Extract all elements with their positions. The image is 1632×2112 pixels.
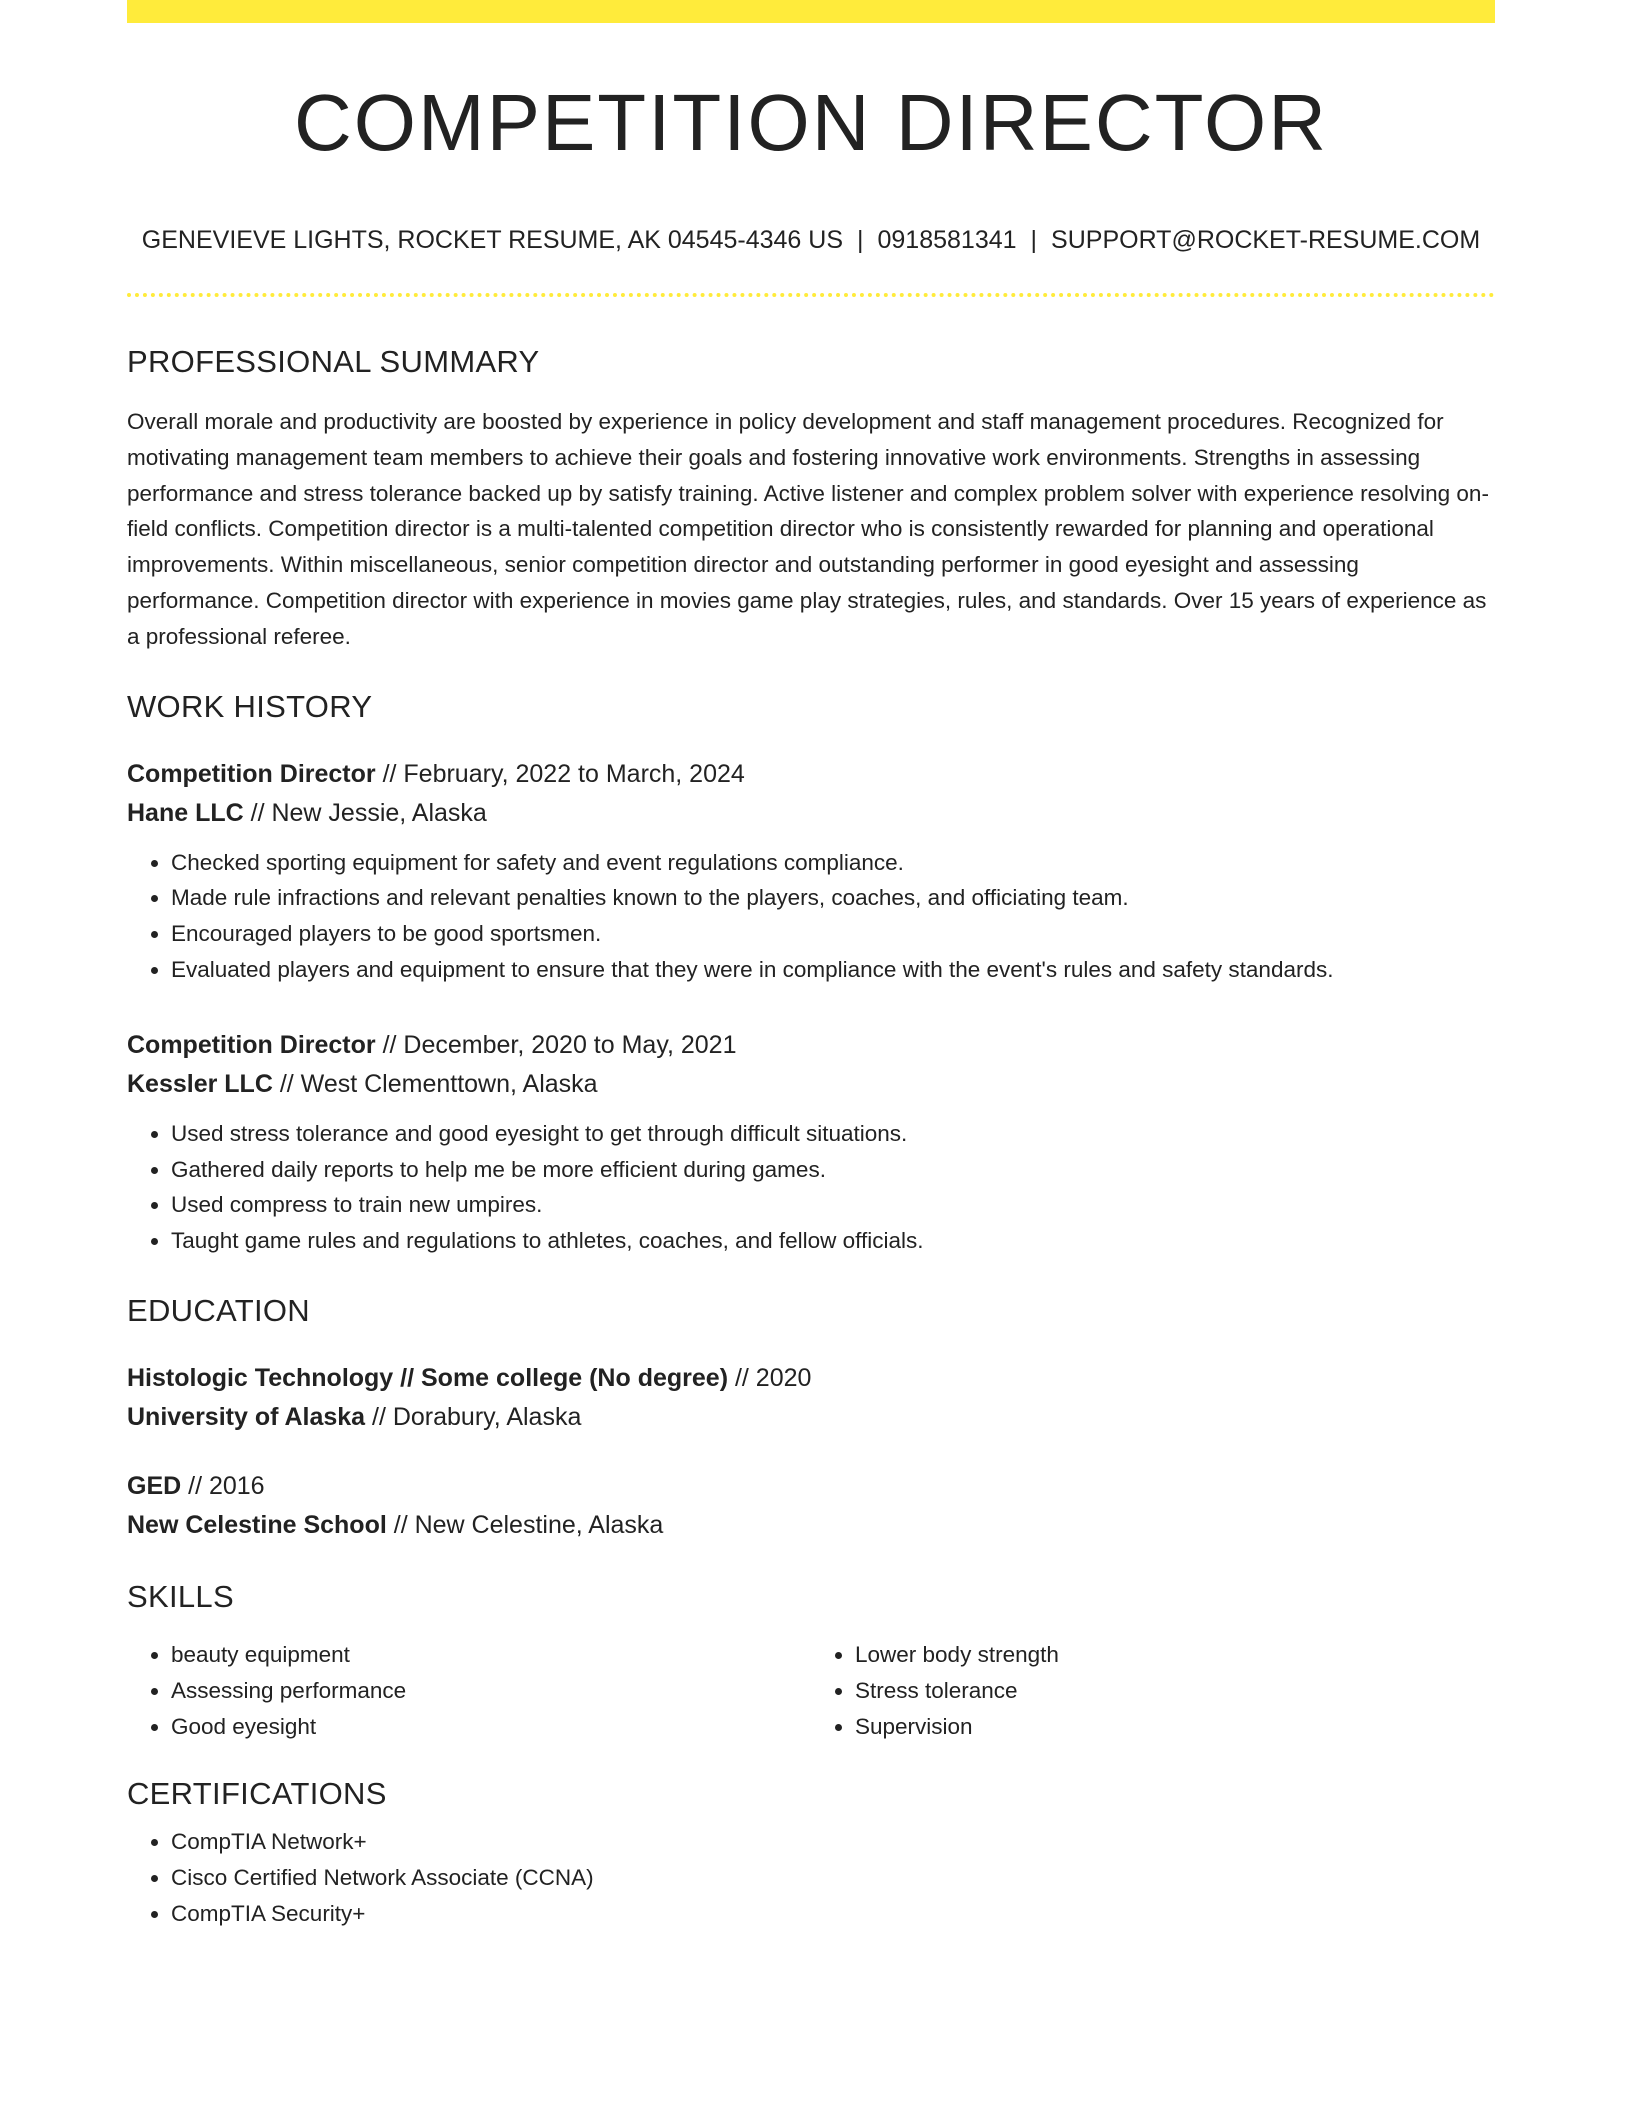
work-history-heading: WORK HISTORY — [127, 688, 373, 724]
summary-heading: PROFESSIONAL SUMMARY — [127, 344, 540, 379]
certifications-heading: CERTIFICATIONS — [127, 1776, 387, 1812]
job-company-line — [127, 1065, 1495, 1104]
contact-email[interactable]: SUPPORT@ROCKET-RESUME.COM — [1051, 226, 1481, 254]
job-bullet: • Used stress tolerance and good eyesight to get through difficult situations. — [171, 1116, 1495, 1152]
job-title-line — [127, 1026, 1495, 1065]
skill-item: • Supervision — [855, 1709, 1495, 1745]
skills-column-left — [127, 1637, 811, 1744]
education-school: University of Alaska — [127, 1402, 366, 1431]
skills-column-right — [811, 1637, 1495, 1744]
dotted-divider — [127, 293, 1495, 297]
education-entry — [127, 1359, 1495, 1437]
job-company-line — [127, 794, 1495, 833]
job-location: // New Jessie, Alaska — [243, 798, 487, 827]
contact-line — [127, 226, 1495, 255]
job-bullet: • Gathered daily reports to help me be more efficient during games. — [171, 1152, 1495, 1188]
job-dates: // December, 2020 to May, 2021 — [375, 1030, 737, 1059]
education-degree-line — [127, 1359, 1495, 1398]
resume-title: COMPETITION DIRECTOR — [293, 78, 1329, 167]
summary-text: Overall morale and productivity are boosted by experience in policy development and staff management procedures. Recognized for motivating management team members to achieve their goals and fostering innovative work environments. Strengths in assessing performance and stress tolerance backed up by satisfy training. Active listener and complex problem solver with experience resolving on-field conflicts. Competition director is a multi-talented competition director who is consistently rewarded for planning and operational improvements. Within miscellaneous, senior competition director and outstanding performer in good eyesight and assessing performance. Competition director with experience in movies game play strategies, rules, and standards. Over 15 years of experience as a professional referee. — [127, 409, 1489, 649]
education-entry — [127, 1467, 1495, 1545]
job-bullet: • Made rule infractions and relevant penalties known to the players, coaches, and officiating team. — [171, 880, 1495, 916]
education-degree: Histologic Technology // Some college (No degree) — [127, 1363, 729, 1392]
contact-phone: 0918581341 — [877, 226, 1017, 254]
contact-separator: | — [857, 226, 864, 254]
skill-item: • Assessing performance — [171, 1673, 811, 1709]
certification-item: • Cisco Certified Network Associate (CCNA) — [171, 1860, 1495, 1896]
certification-item: • CompTIA Security+ — [171, 1896, 1495, 1932]
contact-separator: | — [1030, 226, 1038, 254]
job-entry — [127, 1026, 1495, 1259]
job-bullet: • Checked sporting equipment for safety and event regulations compliance. — [171, 845, 1495, 881]
skill-item: • Stress tolerance — [855, 1673, 1495, 1709]
job-bullet: • Used compress to train new umpires. — [171, 1187, 1495, 1223]
education-heading: EDUCATION — [127, 1292, 310, 1328]
accent-top-bar — [127, 0, 1495, 23]
job-entry — [127, 755, 1495, 988]
job-dates: // February, 2022 to March, 2024 — [375, 759, 745, 788]
resume-page — [127, 0, 1495, 1932]
job-bullet: • Taught game rules and regulations to athletes, coaches, and fellow officials. — [171, 1223, 1495, 1259]
job-title: Competition Director — [127, 1030, 376, 1059]
education-year: // 2020 — [728, 1363, 812, 1392]
education-year: // 2016 — [181, 1471, 265, 1500]
job-company: Hane LLC — [127, 798, 244, 827]
skill-item: • Good eyesight — [171, 1709, 811, 1745]
job-bullet: • Evaluated players and equipment to ensure that they were in compliance with the event's rules and safety standards. — [171, 952, 1495, 988]
education-location: // Dorabury, Alaska — [365, 1402, 582, 1431]
education-degree: GED — [127, 1471, 182, 1500]
skills-heading: SKILLS — [127, 1578, 234, 1614]
job-title: Competition Director — [127, 759, 376, 788]
education-school-line — [127, 1506, 1495, 1545]
job-bullet: • Encouraged players to be good sportsmen. — [171, 916, 1495, 952]
job-location: // West Clementtown, Alaska — [272, 1069, 598, 1098]
education-location: // New Celestine, Alaska — [386, 1510, 664, 1539]
contact-address: GENEVIEVE LIGHTS, ROCKET RESUME, AK 04545-4346 US — [141, 226, 843, 254]
education-degree-line — [127, 1467, 1495, 1506]
skills-grid — [127, 1637, 1495, 1744]
certification-item: • CompTIA Network+ — [171, 1824, 1495, 1860]
education-school: New Celestine School — [127, 1510, 387, 1539]
job-title-line — [127, 755, 1495, 794]
skill-item: • beauty equipment — [171, 1637, 811, 1673]
job-company: Kessler LLC — [127, 1069, 273, 1098]
certifications-list — [127, 1824, 1495, 1931]
education-school-line — [127, 1398, 1495, 1437]
job-bullets — [127, 845, 1495, 988]
skill-item: • Lower body strength — [855, 1637, 1495, 1673]
job-bullets — [127, 1116, 1495, 1259]
